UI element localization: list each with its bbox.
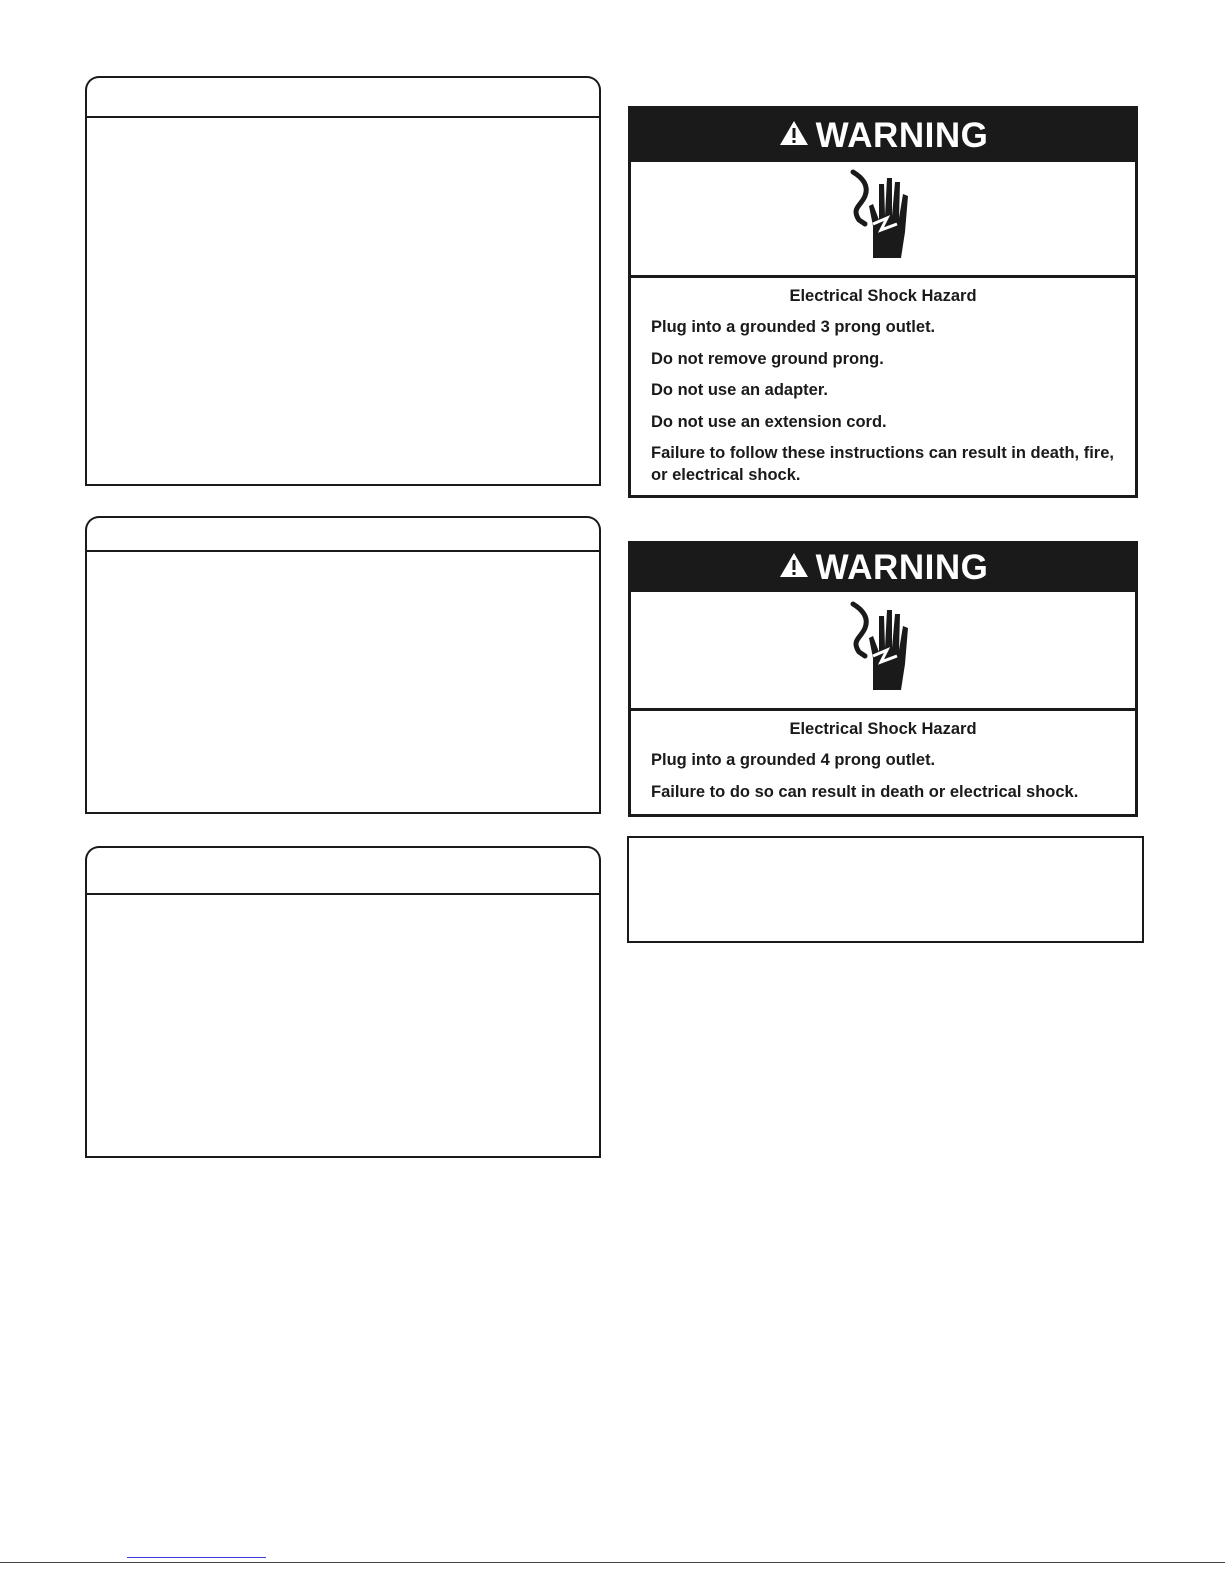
warning-instruction: Plug into a grounded 3 prong outlet. [651,318,936,337]
warning-header [631,109,1135,162]
tabbed-box-body [85,550,601,814]
note-box [627,836,1144,943]
hazard-title: Electrical Shock Hazard [789,720,977,738]
tabbed-box-header [85,516,601,550]
warning-panel-3-prong [628,106,1138,498]
warning-instruction: Do not use an extension cord. [651,412,887,431]
warning-triangle-icon [778,548,810,588]
tabbed-box-3 [85,846,601,1158]
warning-text [631,711,1135,813]
tabbed-box-header [85,76,601,116]
footer-link-underline[interactable] [127,1557,266,1558]
electrical-shock-hand-icon [843,166,923,271]
footer-rule [0,1562,1225,1563]
tabbed-box-1 [85,76,601,486]
hazard-title: Electrical Shock Hazard [789,287,977,305]
warning-heading: WARNING [815,115,989,155]
warning-consequence: Failure to do so can result in death or electrical shock. [651,782,1079,801]
tabbed-box-body [85,893,601,1158]
warning-consequence: Failure to follow these instructions can result in death, fire, or electrical shock. [651,444,1114,484]
tabbed-box-header [85,846,601,893]
warning-icon-area [631,592,1135,711]
warning-panel-4-prong [628,541,1138,817]
warning-instruction: Do not remove ground prong. [651,349,884,368]
warning-instruction: Do not use an adapter. [651,381,828,400]
tabbed-box-body [85,116,601,486]
warning-icon-area [631,162,1135,278]
tabbed-box-2 [85,516,601,814]
warning-heading: WARNING [815,548,989,587]
warning-triangle-icon [778,116,810,156]
warning-instruction: Plug into a grounded 4 prong outlet. [651,751,936,770]
warning-header [631,544,1135,592]
electrical-shock-hand-icon [843,598,923,703]
warning-text [631,278,1135,496]
